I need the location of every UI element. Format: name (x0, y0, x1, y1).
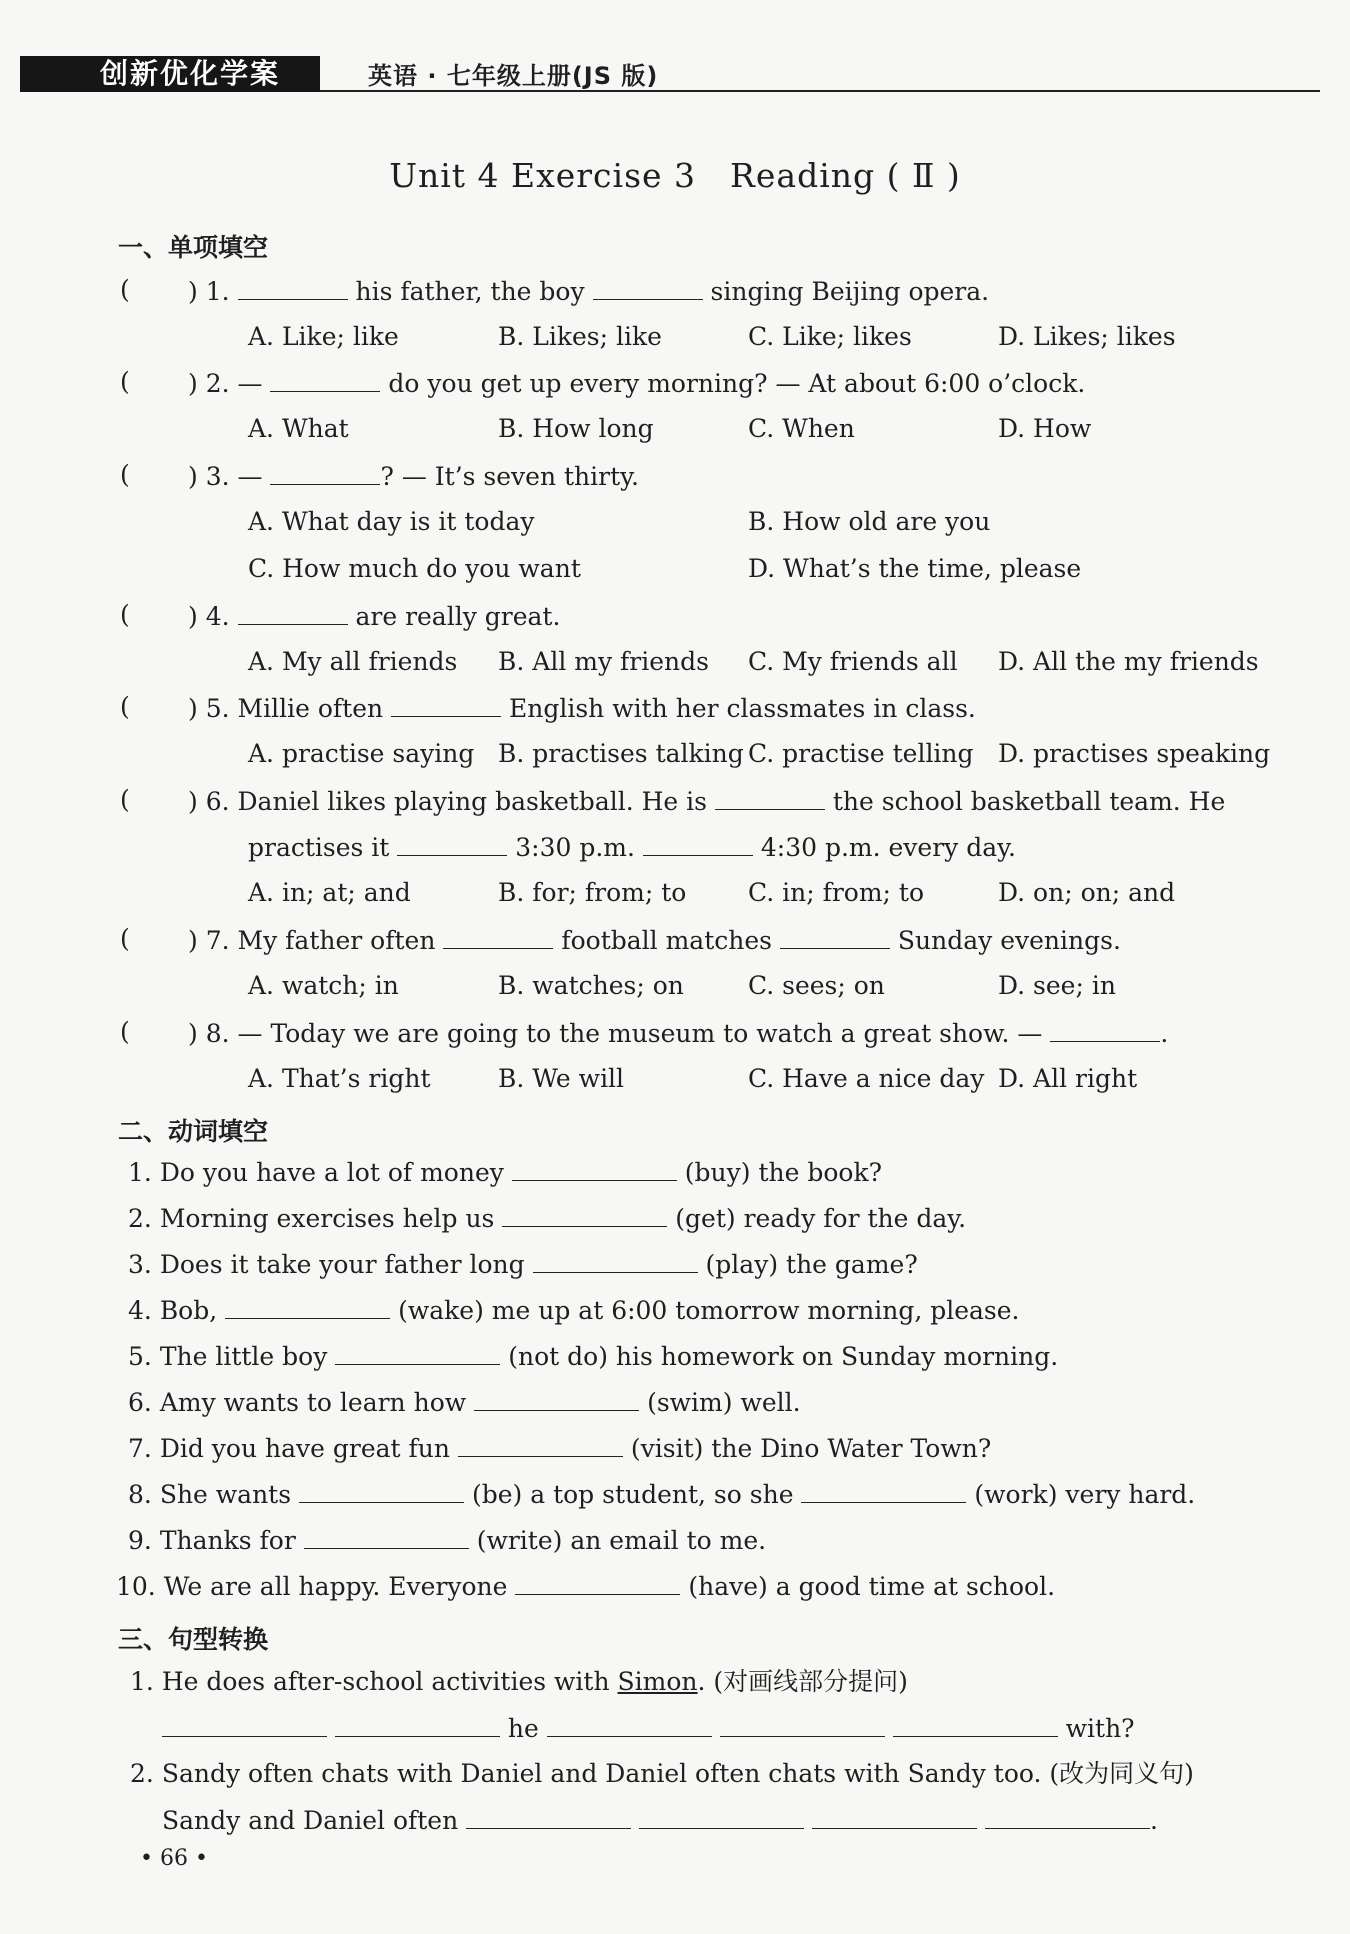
q7-option-d[interactable]: D. see; in (998, 971, 1116, 1000)
answer-paren: ( (120, 600, 130, 629)
q1-text-2: singing Beijing opera. (710, 277, 990, 306)
fill-item-text-2: (have) a good time at school. (688, 1572, 1056, 1601)
q8-stem (188, 1017, 1168, 1050)
q6-blank-1[interactable] (715, 785, 825, 810)
q5-blank[interactable] (391, 692, 501, 717)
answer-blank[interactable] (893, 1712, 1058, 1737)
fill-item-number: 1. (128, 1158, 152, 1187)
q3-option-a[interactable]: A. What day is it today (248, 507, 535, 536)
q7-blank-2[interactable] (780, 924, 890, 949)
transform-q1-number: 1. (130, 1667, 154, 1696)
q8-text: — Today we are going to the museum to watch a great show. — (237, 1019, 1043, 1048)
fill-item-text-2: (swim) well. (647, 1388, 801, 1417)
transform-q1 (130, 1666, 908, 1698)
q7-stem (188, 924, 1121, 957)
brand-banner (20, 56, 320, 92)
q6-text-1: Daniel likes playing basketball. He is (237, 787, 707, 816)
fill-item (116, 1570, 1055, 1603)
q7-option-a[interactable]: A. watch; in (248, 971, 399, 1000)
fill-item (128, 1524, 766, 1557)
q6-stem-line-2 (248, 831, 1016, 864)
header-rule (320, 90, 1320, 92)
fill-item-text-2: (not do) his homework on Sunday morning. (508, 1342, 1059, 1371)
q3-stem (188, 460, 639, 493)
q6-blank-3[interactable] (643, 831, 753, 856)
q5-option-a[interactable]: A. practise saying (248, 739, 475, 768)
answer-blank[interactable] (162, 1712, 327, 1737)
q5-option-b[interactable]: B. practises talking (498, 739, 744, 768)
q1-blank-1[interactable] (238, 275, 348, 300)
q2-option-b[interactable]: B. How long (498, 414, 654, 443)
q7-option-c[interactable]: C. sees; on (748, 971, 885, 1000)
fill-item-text-1: Does it take your father long (159, 1250, 525, 1279)
q5-stem (188, 692, 976, 725)
answer-blank[interactable] (466, 1804, 631, 1829)
q4-stem (188, 600, 560, 633)
fill-item-text-2: (write) an email to me. (476, 1526, 767, 1555)
q2-blank[interactable] (270, 367, 380, 392)
fill-item-text-2: (wake) me up at 6:00 tomorrow morning, please. (398, 1296, 1020, 1325)
answer-paren: ( (120, 1017, 130, 1046)
q2-dash: — (237, 369, 263, 398)
q5-text-2: English with her classmates in class. (509, 694, 976, 723)
section-3-heading: 三、句型转换 (118, 1625, 269, 1654)
q7-text-1: My father often (237, 926, 436, 955)
book-title: 英语 · 七年级上册(JS 版) (368, 62, 659, 90)
answer-blank[interactable] (547, 1712, 712, 1737)
answer-blank[interactable] (985, 1804, 1150, 1829)
q6-text-4: 3:30 p.m. (515, 833, 635, 862)
fill-item-number: 10. (116, 1572, 156, 1601)
q7-number: ) 7. (188, 926, 230, 955)
fill-blank[interactable] (512, 1156, 677, 1181)
q8-number: ) 8. (188, 1019, 230, 1048)
transform-q2-number: 2. (130, 1759, 154, 1788)
fill-blank[interactable] (335, 1340, 500, 1365)
q6-option-d[interactable]: D. on; on; and (998, 878, 1176, 907)
q4-blank[interactable] (238, 600, 348, 625)
q6-option-a[interactable]: A. in; at; and (248, 878, 411, 907)
answer-paren: ( (120, 460, 130, 489)
q2-number: ) 2. (188, 369, 230, 398)
q3-blank[interactable] (270, 460, 380, 485)
q3-dash: — (237, 462, 263, 491)
fill-item-text-2: (be) a top student, so she (471, 1480, 794, 1509)
fill-item (128, 1478, 1195, 1511)
q1-text-1: his father, the boy (355, 277, 585, 306)
fill-blank[interactable] (502, 1202, 667, 1227)
fill-item (128, 1202, 966, 1235)
q3-text: ? — It’s seven thirty. (380, 462, 639, 491)
q6-blank-2[interactable] (397, 831, 507, 856)
answer-paren: ( (120, 924, 130, 953)
q5-text-1: Millie often (237, 694, 384, 723)
q2-stem (188, 367, 1085, 400)
fill-item (128, 1294, 1020, 1327)
fill-item (128, 1156, 882, 1189)
fill-item-number: 3. (128, 1250, 152, 1279)
q1-number: ) 1. (188, 277, 230, 306)
fill-item-text-1: Did you have great fun (159, 1434, 450, 1463)
q3-option-d[interactable]: D. What’s the time, please (748, 554, 1082, 583)
fill-item (128, 1432, 991, 1465)
transform-q2-prompt: Sandy and Daniel often (162, 1806, 459, 1835)
fill-item-number: 6. (128, 1388, 152, 1417)
fill-item-number: 8. (128, 1480, 152, 1509)
fill-item-text-1: We are all happy. Everyone (163, 1572, 508, 1601)
q4-option-d[interactable]: D. All the my friends (998, 647, 1259, 676)
q1-option-c[interactable]: C. Like; likes (748, 322, 912, 351)
transform-q2-text: Sandy often chats with Daniel and Daniel often chats with Sandy too. (改为同义句) (161, 1759, 1194, 1788)
fill-item-text-1: Do you have a lot of money (159, 1158, 504, 1187)
page-number: • 66 • (140, 1846, 208, 1871)
fill-blank[interactable] (458, 1432, 623, 1457)
brand-text: 创新优化学案 (100, 57, 281, 90)
transform-q2 (130, 1758, 1194, 1790)
transform-q2-answer (162, 1804, 1158, 1837)
fill-item-number: 9. (128, 1526, 152, 1555)
q1-stem (188, 275, 989, 308)
q2-option-c[interactable]: C. When (748, 414, 855, 443)
page-title: Unit 4 Exercise 3 Reading ( Ⅱ ) (389, 156, 961, 195)
fill-item-text-1: She wants (159, 1480, 292, 1509)
transform-q2-end: . (1150, 1806, 1158, 1835)
fill-item-text-1: Morning exercises help us (159, 1204, 495, 1233)
q7-text-2: football matches (561, 926, 772, 955)
q4-option-a[interactable]: A. My all friends (248, 647, 458, 676)
fill-blank[interactable] (533, 1248, 698, 1273)
transform-q1-instruction: . (对画线部分提问) (697, 1667, 908, 1696)
section-2-heading: 二、动词填空 (118, 1117, 269, 1146)
fill-item-text-2: (visit) the Dino Water Town? (630, 1434, 992, 1463)
q8-end: . (1160, 1019, 1169, 1048)
section-1-heading: 一、单项填空 (118, 233, 269, 262)
answer-blank[interactable] (812, 1804, 977, 1829)
fill-item-text-3: (work) very hard. (974, 1480, 1196, 1509)
transform-q1-answer (162, 1712, 1135, 1745)
fill-blank[interactable] (304, 1524, 469, 1549)
q7-option-b[interactable]: B. watches; on (498, 971, 684, 1000)
q5-option-d[interactable]: D. practises speaking (998, 739, 1271, 768)
fill-item-text-1: Thanks for (159, 1526, 296, 1555)
q6-option-c[interactable]: C. in; from; to (748, 878, 925, 907)
fill-item (128, 1248, 918, 1281)
q4-option-c[interactable]: C. My friends all (748, 647, 958, 676)
q6-number: ) 6. (188, 787, 230, 816)
fill-blank[interactable] (474, 1386, 639, 1411)
q6-stem (188, 785, 1225, 818)
q1-blank-2[interactable] (593, 275, 703, 300)
transform-q1-text: He does after-school activities with (161, 1667, 610, 1696)
q3-option-c[interactable]: C. How much do you want (248, 554, 581, 583)
q6-text-3: practises it (248, 833, 390, 862)
fill-blank[interactable] (225, 1294, 390, 1319)
answer-blank[interactable] (335, 1712, 500, 1737)
q8-blank[interactable] (1050, 1017, 1160, 1042)
answer-paren: ( (120, 275, 130, 304)
q4-text: are really great. (355, 602, 561, 631)
q5-option-c[interactable]: C. practise telling (748, 739, 974, 768)
fill-item (128, 1340, 1058, 1373)
q4-number: ) 4. (188, 602, 230, 631)
q2-option-a[interactable]: A. What (248, 414, 349, 443)
q7-text-3: Sunday evenings. (897, 926, 1121, 955)
q7-blank-1[interactable] (443, 924, 553, 949)
q8-option-c[interactable]: C. Have a nice day (748, 1064, 985, 1093)
fill-item-text-2: (play) the game? (705, 1250, 918, 1279)
q6-option-b[interactable]: B. for; from; to (498, 878, 687, 907)
fill-item-text-2: (get) ready for the day. (675, 1204, 967, 1233)
page-header (20, 52, 1320, 92)
transform-q1-with: with? (1065, 1714, 1135, 1743)
q8-option-b[interactable]: B. We will (498, 1064, 625, 1093)
fill-blank[interactable] (515, 1570, 680, 1595)
fill-item (128, 1386, 801, 1419)
transform-q1-he: he (507, 1714, 539, 1743)
q8-option-a[interactable]: A. That’s right (248, 1064, 431, 1093)
answer-paren: ( (120, 367, 130, 396)
answer-blank[interactable] (639, 1804, 804, 1829)
transform-q1-underlined: Simon (617, 1667, 698, 1696)
q6-text-5: 4:30 p.m. every day. (760, 833, 1016, 862)
answer-paren: ( (120, 692, 130, 721)
fill-item-text-1: Bob, (159, 1296, 218, 1325)
q2-option-d[interactable]: D. How (998, 414, 1092, 443)
q2-text: do you get up every morning? — At about 6:00 o’clock. (388, 369, 1086, 398)
answer-blank[interactable] (720, 1712, 885, 1737)
q8-option-d[interactable]: D. All right (998, 1064, 1138, 1093)
q1-option-d[interactable]: D. Likes; likes (998, 322, 1176, 351)
fill-item-text-1: Amy wants to learn how (159, 1388, 467, 1417)
fill-blank[interactable] (299, 1478, 464, 1503)
q1-option-a[interactable]: A. Like; like (248, 322, 399, 351)
fill-item-text-1: The little boy (159, 1342, 328, 1371)
q3-option-b[interactable]: B. How old are you (748, 507, 991, 536)
q3-number: ) 3. (188, 462, 230, 491)
q5-number: ) 5. (188, 694, 230, 723)
fill-blank[interactable] (801, 1478, 966, 1503)
fill-item-number: 4. (128, 1296, 152, 1325)
q6-text-2: the school basketball team. He (832, 787, 1226, 816)
q1-option-b[interactable]: B. Likes; like (498, 322, 662, 351)
answer-paren: ( (120, 785, 130, 814)
fill-item-number: 7. (128, 1434, 152, 1463)
fill-item-text-2: (buy) the book? (684, 1158, 883, 1187)
q4-option-b[interactable]: B. All my friends (498, 647, 709, 676)
fill-item-number: 2. (128, 1204, 152, 1233)
fill-item-number: 5. (128, 1342, 152, 1371)
